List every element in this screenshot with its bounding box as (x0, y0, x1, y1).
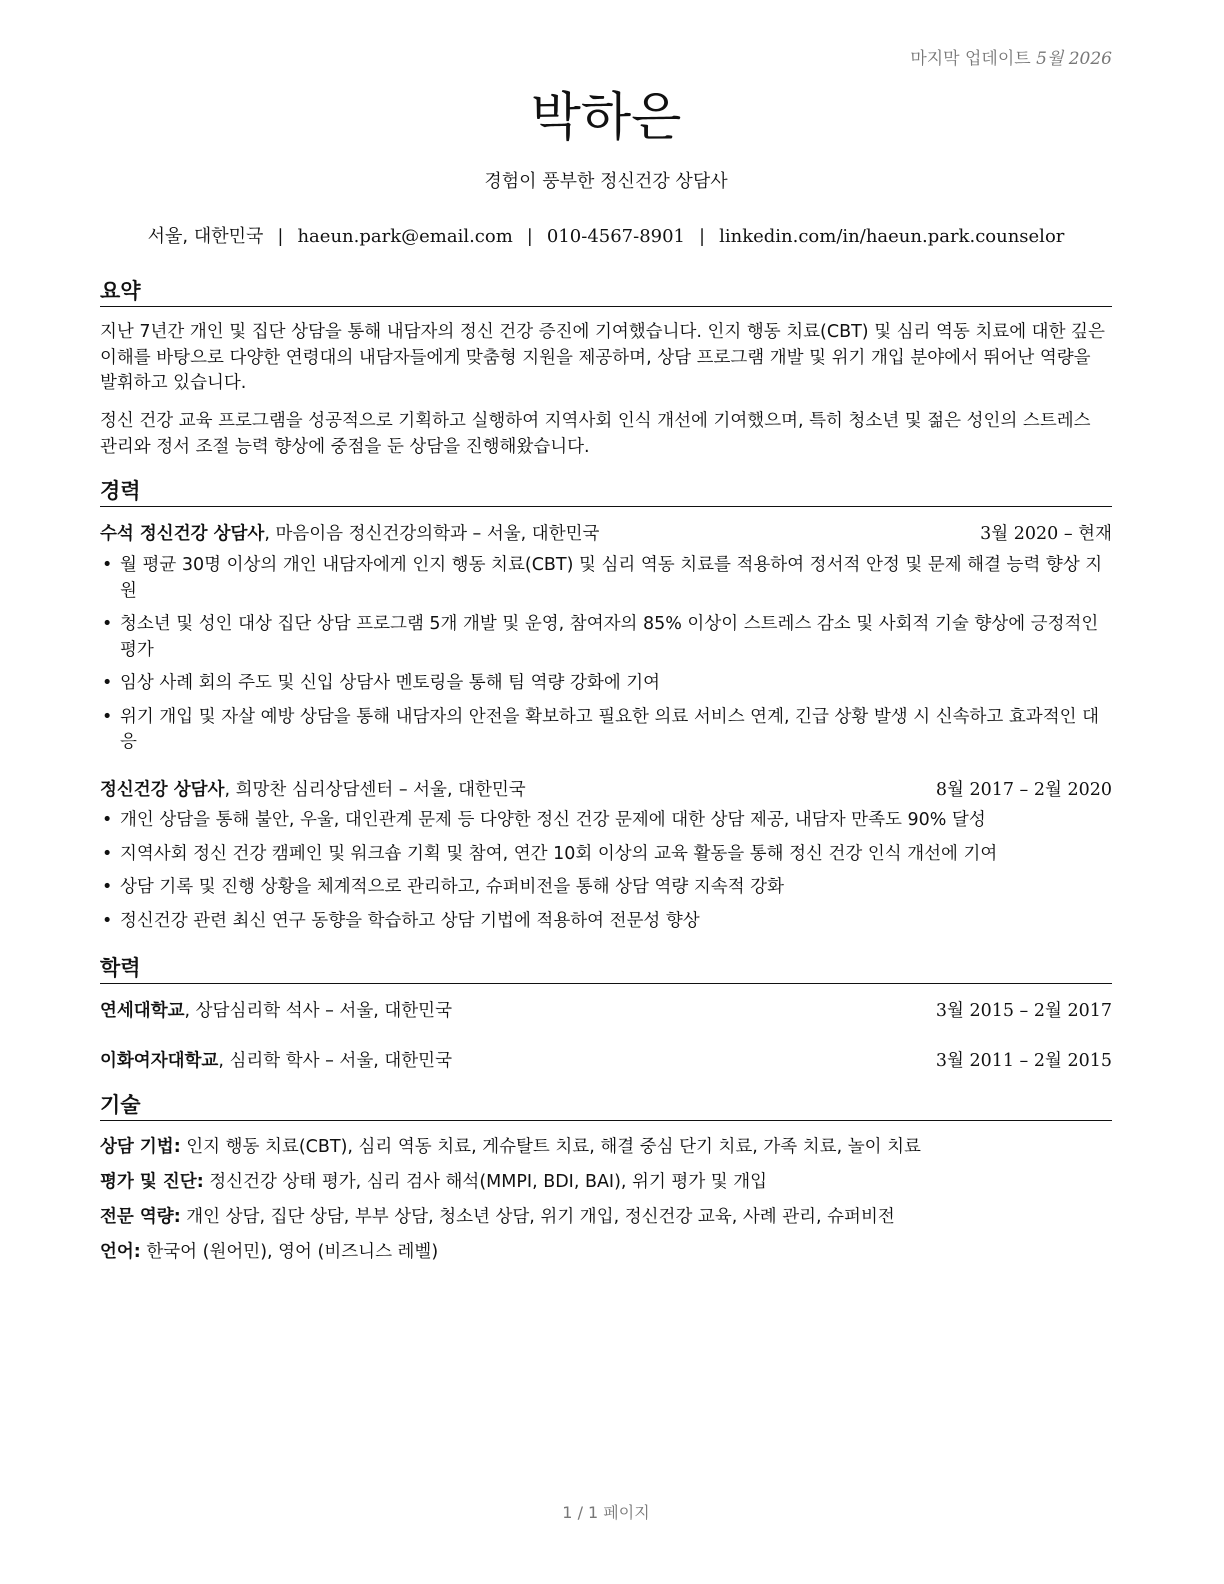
job-bullet: • 정신건강 관련 최신 연구 동향을 학습하고 상담 기법에 적용하여 전문성 향상 (102, 910, 700, 931)
candidate-name: 박하은 (530, 88, 682, 148)
job-heading (100, 777, 1112, 803)
job-date: 3월 2020 – 현재 (980, 524, 1112, 544)
skill-label: 평가 및 진단: (100, 1172, 204, 1192)
summary-paragraph-2: 정신 건강 교육 프로그램을 성공적으로 기획하고 실행하여 지역사회 인식 개선에 기여했으며, 특히 청소년 및 젊은 성인의 스트레스 관리와 정서 조절 능력 향상에 중점을 둔 상담을 진행해왔습니다. (100, 411, 1091, 457)
contact-email-link[interactable]: haeun.park@email.com (297, 226, 513, 247)
skill-label: 언어: (100, 1242, 141, 1262)
skill-row (100, 1169, 1112, 1195)
last-updated-year: 2026 (1068, 49, 1112, 69)
last-updated-prefix: 마지막 업데이트 (910, 49, 1031, 69)
education-entry (100, 1048, 1112, 1074)
candidate-tagline: 경험이 풍부한 정신건강 상담사 (484, 171, 728, 192)
education-date: 3월 2015 – 2월 2017 (935, 1001, 1112, 1021)
contact-location: 서울, 대한민국 (147, 226, 264, 247)
job-bullet-list (100, 553, 1112, 764)
contact-line (100, 222, 1112, 252)
contact-separator: | (526, 226, 533, 247)
skill-row (100, 1239, 1112, 1265)
job-role: 수석 정신건강 상담사 (100, 524, 265, 544)
section-title-education: 학력 (100, 954, 1112, 984)
summary-paragraph-1: 지난 7년간 개인 및 집단 상담을 통해 내담자의 정신 건강 증진에 기여했습니다. 인지 행동 치료(CBT) 및 심리 역동 치료에 대한 깊은 이해를 바탕으로 다양한 연령대의 내담자들에게 맞춤형 지원을 제공하며, 상담 프로그램 개발 및 위기 개입 분야에서 뛰어난 역량을 발휘하고 있습니다. (100, 322, 1105, 393)
skill-row (100, 1204, 1112, 1230)
contact-separator: | (699, 226, 706, 247)
last-updated-month: 5월 (1036, 49, 1064, 69)
job-bullet: • 월 평균 30명 이상의 개인 내담자에게 인지 행동 치료(CBT) 및 심리 역동 치료를 적용하여 정서적 안정 및 문제 해결 능력 향상 지원 (102, 555, 1103, 601)
education-detail: , 상담심리학 석사 – 서울, 대한민국 (184, 1001, 452, 1021)
job-bullet: • 위기 개입 및 자살 예방 상담을 통해 내담자의 안전을 확보하고 필요한 의료 서비스 연계, 긴급 상황 발생 시 신속하고 효과적인 대응 (102, 706, 1099, 752)
education-school: 연세대학교 (100, 1001, 185, 1021)
resume-page (100, 0, 1112, 1584)
education-entry (100, 998, 1112, 1024)
section-title-experience: 경력 (100, 477, 1112, 507)
job-bullet: • 지역사회 정신 건강 캠페인 및 워크숍 기획 및 참여, 연간 10회 이상의 교육 활동을 통해 정신 건강 인식 개선에 기여 (102, 843, 998, 864)
education-detail: , 심리학 학사 – 서울, 대한민국 (218, 1051, 452, 1071)
section-title-skills: 기술 (100, 1091, 1112, 1121)
job-org: , 마음이음 정신건강의학과 – 서울, 대한민국 (264, 524, 600, 544)
page-number: 1 / 1 페이지 (562, 1503, 650, 1522)
skill-label: 전문 역량: (100, 1207, 181, 1227)
last-updated (910, 44, 1112, 69)
contact-phone: 010-4567-8901 (546, 226, 686, 247)
skill-value: 개인 상담, 집단 상담, 부부 상담, 청소년 상담, 위기 개입, 정신건강 교육, 사례 관리, 슈퍼비전 (180, 1207, 895, 1227)
skill-row (100, 1134, 1112, 1160)
skill-value: 정신건강 상태 평가, 심리 검사 해석(MMPI, BDI, BAI), 위기 평가 및 개입 (203, 1172, 768, 1192)
job-date: 8월 2017 – 2월 2020 (935, 780, 1112, 800)
skill-value: 인지 행동 치료(CBT), 심리 역동 치료, 게슈탈트 치료, 해결 중심 단기 치료, 가족 치료, 놀이 치료 (180, 1137, 921, 1157)
job-bullet-list (100, 808, 1112, 942)
contact-separator: | (277, 226, 284, 247)
job-bullet: • 개인 상담을 통해 불안, 우울, 대인관계 문제 등 다양한 정신 건강 문제에 대한 상담 제공, 내담자 만족도 90% 달성 (102, 810, 986, 830)
skill-label: 상담 기법: (100, 1137, 181, 1157)
job-heading (100, 521, 1112, 547)
job-role: 정신건강 상담사 (100, 780, 225, 800)
education-date: 3월 2011 – 2월 2015 (935, 1051, 1112, 1071)
section-title-summary: 요약 (100, 277, 1112, 307)
contact-linkedin-link[interactable]: linkedin.com/in/haeun.park.counselor (719, 226, 1065, 247)
job-bullet: • 임상 사례 회의 주도 및 신입 상담사 멘토링을 통해 팀 역량 강화에 기여 (102, 673, 661, 693)
education-school: 이화여자대학교 (100, 1051, 219, 1071)
skill-value: 한국어 (원어민), 영어 (비즈니스 레벨) (140, 1242, 439, 1262)
job-org: , 희망찬 심리상담센터 – 서울, 대한민국 (224, 780, 526, 800)
job-bullet: • 상담 기록 및 진행 상황을 체계적으로 관리하고, 슈퍼비전을 통해 상담 역량 지속적 강화 (102, 877, 784, 897)
job-bullet: • 청소년 및 성인 대상 집단 상담 프로그램 5개 개발 및 운영, 참여자의 85% 이상이 스트레스 감소 및 사회적 기술 향상에 긍정적인 평가 (102, 614, 1099, 660)
